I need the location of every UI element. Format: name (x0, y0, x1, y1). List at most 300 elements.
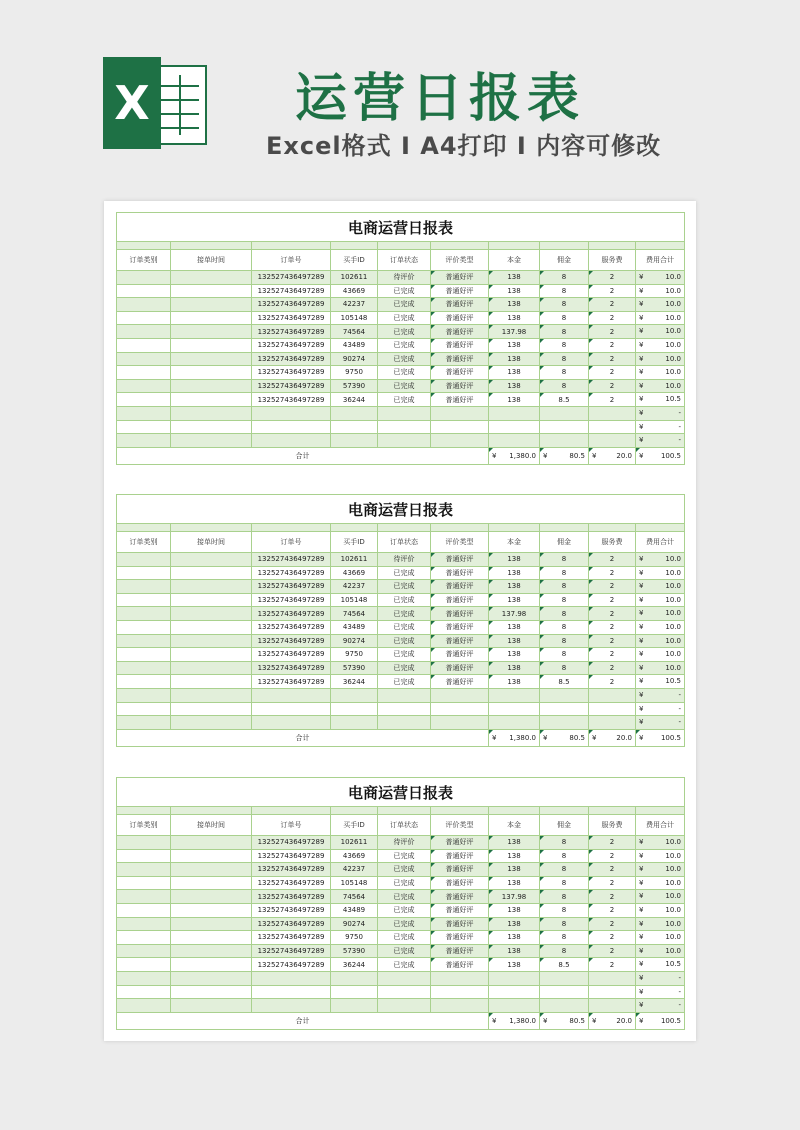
column-header: 本金 (489, 815, 540, 836)
fee-total-cell: ¥ 10.0 (636, 876, 685, 890)
fee-total-cell: ¥ 10.0 (636, 863, 685, 877)
table-cell: 8 (540, 944, 589, 958)
table-cell: 已完成 (378, 890, 431, 904)
table-cell: 132527436497289 (252, 580, 331, 594)
empty-row: ¥ - (117, 716, 685, 730)
fee-total-cell: ¥ 10.0 (636, 903, 685, 917)
table-row (117, 325, 685, 339)
table-row (117, 661, 685, 675)
table-cell: 138 (489, 876, 540, 890)
table-row (117, 352, 685, 366)
table-cell: 43489 (331, 338, 378, 352)
table-cell: 132527436497289 (252, 931, 331, 945)
table-cell: 普通好评 (431, 836, 489, 850)
table-cell: 已完成 (378, 393, 431, 407)
column-header: 接单时间 (171, 532, 252, 553)
table-cell: 102611 (331, 271, 378, 285)
table-cell: 8 (540, 661, 589, 675)
table-cell: 已完成 (378, 338, 431, 352)
table-cell: 90274 (331, 917, 378, 931)
table-cell: 43489 (331, 620, 378, 634)
total-label: 合计 (117, 1012, 489, 1029)
table-cell: 8 (540, 580, 589, 594)
table-row (117, 675, 685, 689)
table-cell: 8 (540, 566, 589, 580)
fee-total-cell: ¥ 10.0 (636, 849, 685, 863)
column-header: 佣金 (540, 815, 589, 836)
table-cell: 2 (589, 325, 636, 339)
table-cell: 138 (489, 393, 540, 407)
table-cell: 138 (489, 903, 540, 917)
fee-total-cell: ¥ 10.0 (636, 634, 685, 648)
table-cell: 8 (540, 338, 589, 352)
table-cell: 已完成 (378, 284, 431, 298)
table-cell: 已完成 (378, 958, 431, 972)
fee-total-cell: ¥ 10.0 (636, 379, 685, 393)
table-cell: 132527436497289 (252, 876, 331, 890)
table-cell: 2 (589, 379, 636, 393)
column-header: 订单状态 (378, 250, 431, 271)
table-cell: 138 (489, 352, 540, 366)
fee-total-cell: ¥ 10.0 (636, 917, 685, 931)
table-cell: 132527436497289 (252, 284, 331, 298)
total-label: 合计 (117, 729, 489, 746)
report-title: 电商运营日报表 (117, 495, 685, 524)
table-cell: 9750 (331, 366, 378, 380)
table-cell: 102611 (331, 836, 378, 850)
subtitle: Excel格式 I A4打印 I 内容可修改 (266, 132, 662, 160)
table-cell: 8 (540, 352, 589, 366)
table-cell: 138 (489, 917, 540, 931)
table-row (117, 607, 685, 621)
table-cell: 132527436497289 (252, 271, 331, 285)
fee-total-cell: ¥ 10.0 (636, 311, 685, 325)
column-header: 佣金 (540, 250, 589, 271)
fee-total-cell: ¥ 10.0 (636, 931, 685, 945)
table-cell: 普通好评 (431, 661, 489, 675)
total-cell: ¥ 100.5 (636, 447, 685, 464)
total-cell: ¥ 20.0 (589, 1012, 636, 1029)
report-table (116, 777, 685, 1030)
table-cell: 74564 (331, 607, 378, 621)
table-cell: 8 (540, 311, 589, 325)
table-cell: 137.98 (489, 607, 540, 621)
table-cell: 普通好评 (431, 890, 489, 904)
total-cell: ¥ 80.5 (540, 447, 589, 464)
table-cell: 普通好评 (431, 593, 489, 607)
column-header: 费用合计 (636, 815, 685, 836)
table-cell: 132527436497289 (252, 661, 331, 675)
table-cell: 2 (589, 393, 636, 407)
table-cell: 2 (589, 958, 636, 972)
table-cell: 已完成 (378, 311, 431, 325)
table-cell: 132527436497289 (252, 607, 331, 621)
table-cell: 138 (489, 311, 540, 325)
table-cell: 普通好评 (431, 944, 489, 958)
fee-total-cell: ¥ 10.0 (636, 661, 685, 675)
table-cell: 普通好评 (431, 849, 489, 863)
column-header: 订单号 (252, 532, 331, 553)
table-cell: 2 (589, 931, 636, 945)
column-header: 订单状态 (378, 532, 431, 553)
fee-total-cell: ¥ 10.0 (636, 338, 685, 352)
table-cell: 已完成 (378, 566, 431, 580)
table-cell: 普通好评 (431, 675, 489, 689)
table-cell: 普通好评 (431, 607, 489, 621)
column-header: 本金 (489, 532, 540, 553)
table-cell: 138 (489, 849, 540, 863)
table-cell: 普通好评 (431, 352, 489, 366)
table-row (117, 944, 685, 958)
table-cell: 2 (589, 836, 636, 850)
table-cell: 已完成 (378, 352, 431, 366)
column-header: 买手ID (331, 250, 378, 271)
empty-row: ¥ - (117, 420, 685, 434)
table-cell: 普通好评 (431, 931, 489, 945)
table-cell: 105148 (331, 311, 378, 325)
table-cell: 8 (540, 620, 589, 634)
table-cell: 普通好评 (431, 958, 489, 972)
table-cell: 132527436497289 (252, 311, 331, 325)
table-row (117, 836, 685, 850)
table-cell: 2 (589, 366, 636, 380)
table-cell: 8 (540, 284, 589, 298)
table-cell: 2 (589, 876, 636, 890)
column-header: 服务费 (589, 532, 636, 553)
table-cell: 8 (540, 553, 589, 567)
total-row (117, 447, 685, 464)
table-cell: 102611 (331, 553, 378, 567)
table-row (117, 366, 685, 380)
table-cell: 2 (589, 661, 636, 675)
table-cell: 8 (540, 931, 589, 945)
table-cell: 2 (589, 620, 636, 634)
table-cell: 90274 (331, 352, 378, 366)
table-cell: 已完成 (378, 593, 431, 607)
table-cell: 已完成 (378, 944, 431, 958)
total-cell: ¥ 20.0 (589, 447, 636, 464)
table-cell: 132527436497289 (252, 944, 331, 958)
table-cell: 36244 (331, 675, 378, 689)
table-cell: 普通好评 (431, 366, 489, 380)
fee-total-cell: ¥ 10.5 (636, 393, 685, 407)
table-cell: 普通好评 (431, 284, 489, 298)
table-cell: 8 (540, 271, 589, 285)
table-header-row (117, 815, 685, 836)
table-cell: 已完成 (378, 849, 431, 863)
fee-total-cell: ¥ 10.0 (636, 944, 685, 958)
fee-total-cell: ¥ 10.0 (636, 890, 685, 904)
table-cell: 普通好评 (431, 580, 489, 594)
table-cell: 2 (589, 352, 636, 366)
table-cell: 8.5 (540, 958, 589, 972)
table-cell: 普通好评 (431, 648, 489, 662)
table-cell: 普通好评 (431, 917, 489, 931)
table-cell: 普通好评 (431, 298, 489, 312)
table-row (117, 566, 685, 580)
table-cell: 2 (589, 648, 636, 662)
table-cell: 8 (540, 634, 589, 648)
table-cell: 2 (589, 607, 636, 621)
table-row (117, 593, 685, 607)
table-cell: 2 (589, 311, 636, 325)
table-cell: 2 (589, 634, 636, 648)
table-cell: 90274 (331, 634, 378, 648)
table-cell: 132527436497289 (252, 566, 331, 580)
table-row (117, 958, 685, 972)
table-cell: 已完成 (378, 325, 431, 339)
table-cell: 8 (540, 366, 589, 380)
column-header: 订单号 (252, 815, 331, 836)
table-cell: 普通好评 (431, 553, 489, 567)
total-cell: ¥ 1,380.0 (489, 1012, 540, 1029)
table-cell: 8 (540, 876, 589, 890)
table-cell: 43489 (331, 903, 378, 917)
table-cell: 2 (589, 284, 636, 298)
table-cell: 已完成 (378, 379, 431, 393)
column-header: 费用合计 (636, 250, 685, 271)
table-cell: 8 (540, 648, 589, 662)
column-header: 订单号 (252, 250, 331, 271)
column-header: 服务费 (589, 250, 636, 271)
table-cell: 137.98 (489, 890, 540, 904)
main-title: 运营日报表 (295, 69, 586, 129)
fee-total-cell: ¥ 10.5 (636, 675, 685, 689)
table-row (117, 890, 685, 904)
table-row (117, 634, 685, 648)
table-cell: 132527436497289 (252, 958, 331, 972)
table-cell: 138 (489, 553, 540, 567)
column-header: 订单类别 (117, 532, 171, 553)
table-cell: 待评价 (378, 553, 431, 567)
empty-row: ¥ - (117, 985, 685, 999)
table-cell: 2 (589, 849, 636, 863)
table-cell: 8 (540, 849, 589, 863)
table-cell: 2 (589, 338, 636, 352)
table-cell: 138 (489, 634, 540, 648)
table-cell: 132527436497289 (252, 593, 331, 607)
table-cell: 2 (589, 566, 636, 580)
table-cell: 42237 (331, 863, 378, 877)
table-cell: 普通好评 (431, 325, 489, 339)
table-cell: 待评价 (378, 271, 431, 285)
table-cell: 8 (540, 836, 589, 850)
column-header: 订单类别 (117, 815, 171, 836)
table-cell: 137.98 (489, 325, 540, 339)
table-cell: 8 (540, 890, 589, 904)
table-cell: 8 (540, 298, 589, 312)
table-cell: 8 (540, 863, 589, 877)
column-header: 买手ID (331, 532, 378, 553)
table-cell: 已完成 (378, 903, 431, 917)
table-cell: 2 (589, 593, 636, 607)
table-row (117, 311, 685, 325)
fee-total-cell: ¥ 10.0 (636, 325, 685, 339)
column-header: 评价类型 (431, 815, 489, 836)
table-cell: 普通好评 (431, 620, 489, 634)
empty-row: ¥ - (117, 406, 685, 420)
table-row (117, 903, 685, 917)
fee-total-cell: ¥ 10.0 (636, 648, 685, 662)
table-cell: 8 (540, 325, 589, 339)
table-cell: 2 (589, 944, 636, 958)
fee-total-cell: ¥ 10.0 (636, 366, 685, 380)
table-cell: 138 (489, 661, 540, 675)
table-cell: 普通好评 (431, 311, 489, 325)
report-title: 电商运营日报表 (117, 778, 685, 807)
total-label: 合计 (117, 447, 489, 464)
table-cell: 8 (540, 903, 589, 917)
table-cell: 105148 (331, 593, 378, 607)
table-cell: 132527436497289 (252, 648, 331, 662)
total-cell: ¥ 100.5 (636, 1012, 685, 1029)
fee-total-cell: ¥ 10.0 (636, 352, 685, 366)
fee-total-cell: ¥ 10.0 (636, 836, 685, 850)
table-cell: 2 (589, 917, 636, 931)
table-cell: 普通好评 (431, 566, 489, 580)
column-header: 买手ID (331, 815, 378, 836)
total-cell: ¥ 1,380.0 (489, 447, 540, 464)
table-cell: 8 (540, 379, 589, 393)
excel-logo-icon: X (103, 57, 207, 149)
fee-total-cell: ¥ 10.5 (636, 958, 685, 972)
column-header: 服务费 (589, 815, 636, 836)
table-cell: 43669 (331, 284, 378, 298)
table-cell: 132527436497289 (252, 325, 331, 339)
table-row (117, 379, 685, 393)
table-cell: 36244 (331, 393, 378, 407)
total-cell: ¥ 80.5 (540, 729, 589, 746)
table-cell: 132527436497289 (252, 379, 331, 393)
table-row (117, 620, 685, 634)
table-cell: 8.5 (540, 393, 589, 407)
table-cell: 已完成 (378, 876, 431, 890)
fee-total-cell: ¥ 10.0 (636, 620, 685, 634)
fee-total-cell: ¥ 10.0 (636, 580, 685, 594)
table-cell: 已完成 (378, 298, 431, 312)
table-row (117, 338, 685, 352)
table-cell: 已完成 (378, 366, 431, 380)
total-cell: ¥ 100.5 (636, 729, 685, 746)
table-cell: 已完成 (378, 931, 431, 945)
table-cell: 已完成 (378, 580, 431, 594)
empty-row: ¥ - (117, 434, 685, 448)
table-cell: 132527436497289 (252, 917, 331, 931)
column-header: 佣金 (540, 532, 589, 553)
table-row (117, 553, 685, 567)
fee-total-cell: ¥ 10.0 (636, 298, 685, 312)
table-cell: 已完成 (378, 675, 431, 689)
table-cell: 普通好评 (431, 863, 489, 877)
fee-total-cell: ¥ 10.0 (636, 593, 685, 607)
empty-row: ¥ - (117, 999, 685, 1013)
table-cell: 138 (489, 836, 540, 850)
header (0, 0, 800, 200)
table-cell: 74564 (331, 890, 378, 904)
table-cell: 2 (589, 675, 636, 689)
fee-total-cell: ¥ 10.0 (636, 607, 685, 621)
fee-total-cell: ¥ 10.0 (636, 553, 685, 567)
table-cell: 已完成 (378, 648, 431, 662)
column-header: 接单时间 (171, 815, 252, 836)
table-cell: 132527436497289 (252, 903, 331, 917)
total-cell: ¥ 1,380.0 (489, 729, 540, 746)
table-cell: 普通好评 (431, 338, 489, 352)
table-row (117, 863, 685, 877)
table-row (117, 931, 685, 945)
table-cell: 138 (489, 566, 540, 580)
table-cell: 57390 (331, 944, 378, 958)
table-cell: 74564 (331, 325, 378, 339)
table-cell: 8.5 (540, 675, 589, 689)
table-row (117, 271, 685, 285)
table-row (117, 298, 685, 312)
table-cell: 普通好评 (431, 634, 489, 648)
table-cell: 132527436497289 (252, 863, 331, 877)
column-header: 评价类型 (431, 532, 489, 553)
table-cell: 138 (489, 366, 540, 380)
table-cell: 2 (589, 903, 636, 917)
table-cell: 132527436497289 (252, 553, 331, 567)
table-cell: 138 (489, 284, 540, 298)
fee-total-cell: ¥ 10.0 (636, 271, 685, 285)
total-cell: ¥ 80.5 (540, 1012, 589, 1029)
table-row (117, 648, 685, 662)
table-cell: 138 (489, 944, 540, 958)
fee-total-cell: ¥ 10.0 (636, 284, 685, 298)
report-table (116, 212, 685, 465)
table-cell: 138 (489, 675, 540, 689)
table-cell: 132527436497289 (252, 890, 331, 904)
table-cell: 132527436497289 (252, 366, 331, 380)
table-cell: 2 (589, 890, 636, 904)
table-cell: 138 (489, 931, 540, 945)
table-cell: 普通好评 (431, 271, 489, 285)
table-cell: 138 (489, 271, 540, 285)
table-cell: 132527436497289 (252, 675, 331, 689)
table-cell: 138 (489, 648, 540, 662)
table-cell: 8 (540, 917, 589, 931)
table-cell: 已完成 (378, 863, 431, 877)
report-title: 电商运营日报表 (117, 213, 685, 242)
table-cell: 普通好评 (431, 393, 489, 407)
table-row (117, 580, 685, 594)
report-table (116, 494, 685, 747)
table-cell: 138 (489, 620, 540, 634)
empty-row: ¥ - (117, 688, 685, 702)
table-cell: 8 (540, 593, 589, 607)
table-cell: 132527436497289 (252, 634, 331, 648)
table-cell: 138 (489, 958, 540, 972)
table-row (117, 284, 685, 298)
table-cell: 132527436497289 (252, 849, 331, 863)
table-cell: 132527436497289 (252, 298, 331, 312)
total-row (117, 729, 685, 746)
total-row (117, 1012, 685, 1029)
table-cell: 普通好评 (431, 379, 489, 393)
table-cell: 8 (540, 607, 589, 621)
table-cell: 132527436497289 (252, 338, 331, 352)
table-cell: 132527436497289 (252, 836, 331, 850)
table-cell: 已完成 (378, 607, 431, 621)
table-cell: 2 (589, 298, 636, 312)
column-header: 接单时间 (171, 250, 252, 271)
column-header: 订单类别 (117, 250, 171, 271)
column-header: 本金 (489, 250, 540, 271)
table-cell: 已完成 (378, 917, 431, 931)
table-cell: 138 (489, 298, 540, 312)
table-cell: 43669 (331, 566, 378, 580)
